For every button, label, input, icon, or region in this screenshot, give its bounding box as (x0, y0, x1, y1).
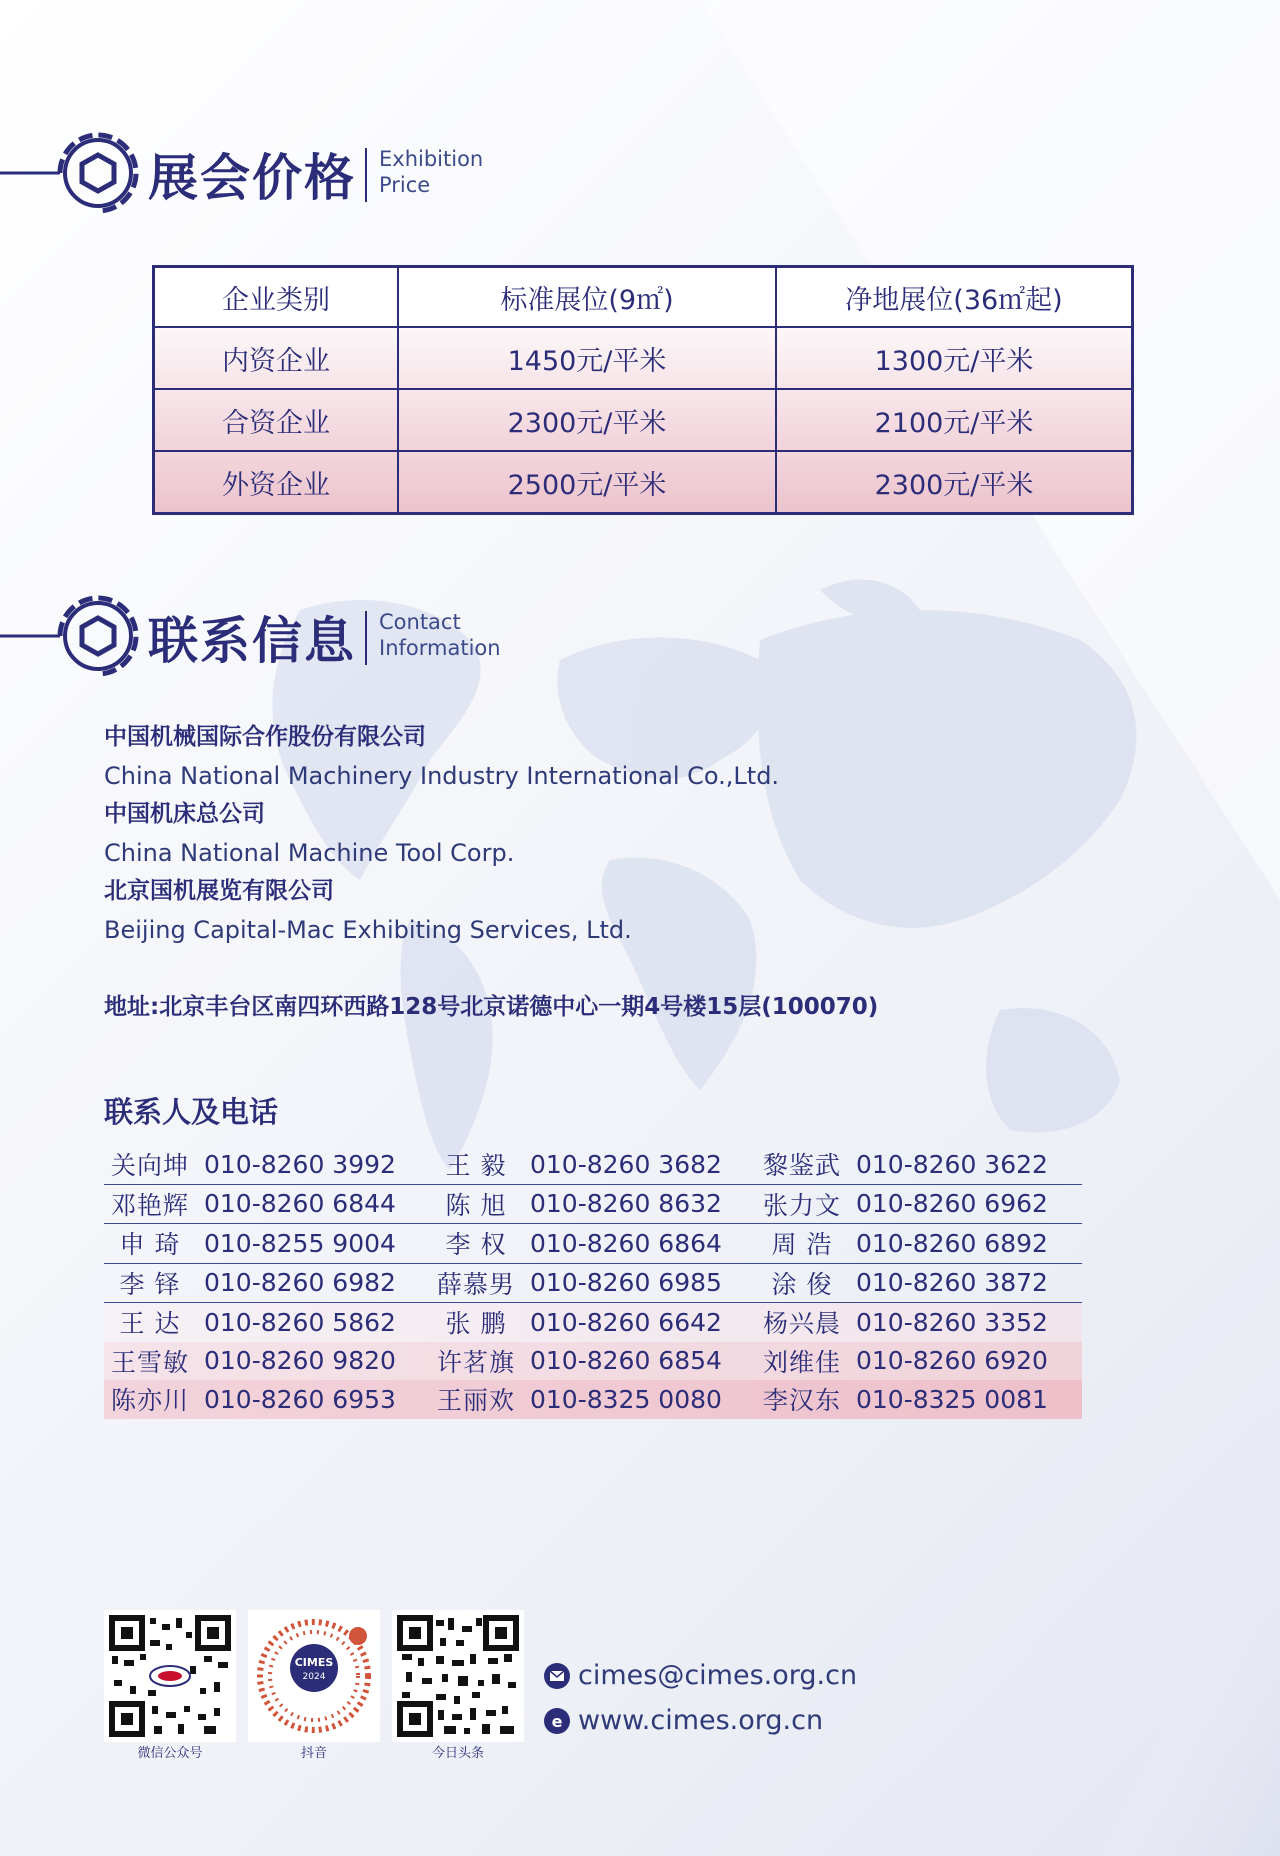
company-name-en: China National Machine Tool Corp. (104, 838, 515, 867)
contact-title-en: Contact Information (379, 610, 501, 660)
contact-entry: 陈亦川 010-8260 6953 (110, 1384, 396, 1416)
table-header-row (154, 267, 1133, 328)
raw-price-cell: 1300元/平米 (776, 327, 1133, 389)
standard-price-cell: 2500元/平米 (398, 451, 776, 514)
category-cell: 外资企业 (154, 451, 399, 514)
table-row (154, 389, 1133, 451)
contact-entry: 王 毅 010-8260 3682 (445, 1149, 722, 1181)
contact-row (104, 1342, 1082, 1381)
contact-row (104, 1380, 1082, 1419)
company-name-en: China National Machinery Industry International Co.,Ltd. (104, 761, 780, 790)
contact-title-cn: 联系信息 (148, 612, 356, 670)
contact-entry: 张力文 010-8260 6962 (762, 1189, 1048, 1220)
company-name-cn: 北京国机展览有限公司 (104, 878, 334, 904)
contact-entry: 刘维佳 010-8260 6920 (762, 1346, 1048, 1377)
raw-price-cell: 2100元/平米 (776, 389, 1133, 451)
contact-entry: 李 权 010-8260 6864 (445, 1228, 722, 1260)
title-divider (365, 148, 367, 202)
contact-row (104, 1264, 1082, 1304)
contact-entry: 张 鹏 010-8260 6642 (445, 1307, 722, 1339)
website-text[interactable]: www.cimes.org.cn (578, 1705, 824, 1736)
contact-entry: 王丽欢 010-8325 0080 (436, 1384, 722, 1416)
contacts-title: 联系人及电话 (104, 1095, 279, 1129)
email-line[interactable] (544, 1660, 857, 1691)
douyin-logo-year: 2024 (302, 1672, 326, 1682)
browser-icon (544, 1708, 570, 1734)
contact-entry: 李 铎 010-8260 6982 (119, 1268, 396, 1299)
contacts-table (104, 1145, 1082, 1419)
header-category: 企业类别 (154, 267, 399, 328)
category-cell: 内资企业 (154, 327, 399, 389)
qr-label-toutiao: 今日头条 (431, 1746, 484, 1761)
contact-row (104, 1303, 1082, 1342)
contact-entry: 许茗旗 010-8260 6854 (436, 1346, 722, 1377)
table-row (154, 327, 1133, 389)
company-name-cn: 中国机床总公司 (104, 801, 265, 827)
header-raw-space: 净地展位(36㎡起) (776, 267, 1133, 328)
contact-entry: 薛慕男 010-8260 6985 (436, 1268, 722, 1299)
gear-icon (0, 128, 140, 218)
contact-row (104, 1185, 1082, 1225)
standard-price-cell: 1450元/平米 (398, 327, 776, 389)
website-line[interactable] (544, 1705, 823, 1736)
qr-label-douyin: 抖音 (300, 1746, 327, 1761)
mail-icon (544, 1663, 570, 1689)
contact-section-header (0, 591, 600, 681)
contact-entry: 王雪敏 010-8260 9820 (110, 1346, 396, 1377)
douyin-code-icon (248, 1610, 380, 1742)
price-table (152, 265, 1134, 515)
contact-row (104, 1145, 1082, 1185)
contact-entry: 关向坤 010-8260 3992 (110, 1149, 396, 1181)
svg-text:e: e (551, 1711, 563, 1731)
company-name-cn: 中国机械国际合作股份有限公司 (104, 724, 426, 750)
contact-entry: 陈 旭 010-8260 8632 (445, 1189, 722, 1220)
contact-entry: 邓艳辉 010-8260 6844 (110, 1189, 396, 1220)
price-title-cn: 展会价格 (148, 149, 356, 207)
email-text[interactable]: cimes@cimes.org.cn (578, 1660, 858, 1691)
toutiao-qr-code[interactable] (392, 1610, 524, 1742)
category-cell: 合资企业 (154, 389, 399, 451)
contact-row (104, 1224, 1082, 1264)
company-info (104, 718, 1004, 949)
title-divider (365, 611, 367, 665)
company-name-en: Beijing Capital-Mac Exhibiting Services, Ltd. (104, 915, 632, 944)
contact-entry: 涂 俊 010-8260 3872 (771, 1268, 1048, 1299)
qr-code-icon (392, 1610, 524, 1742)
douyin-logo-text: CIMES (294, 1656, 334, 1669)
wechat-qr-code[interactable] (104, 1610, 236, 1742)
address: 地址:北京丰台区南四环西路128号北京诺德中心一期4号楼15层(100070) (104, 994, 879, 1020)
table-row (154, 451, 1133, 514)
standard-price-cell: 2300元/平米 (398, 389, 776, 451)
header-standard-booth: 标准展位(9㎡) (398, 267, 776, 328)
contact-entry: 周 浩 010-8260 6892 (771, 1228, 1048, 1260)
qr-code-icon (104, 1610, 236, 1742)
qr-label-wechat: 微信公众号 (137, 1746, 203, 1761)
contact-entry: 王 达 010-8260 5862 (119, 1307, 396, 1339)
contact-entry: 杨兴晨 010-8260 3352 (762, 1307, 1048, 1339)
raw-price-cell: 2300元/平米 (776, 451, 1133, 514)
douyin-qr-code[interactable] (248, 1610, 380, 1742)
price-title-en: Exhibition Price (379, 147, 484, 197)
contact-entry: 黎鉴武 010-8260 3622 (762, 1149, 1048, 1181)
contact-entry: 申 琦 010-8255 9004 (119, 1228, 396, 1260)
gear-icon (0, 591, 140, 681)
contact-entry: 李汉东 010-8325 0081 (762, 1384, 1048, 1416)
price-section-header (0, 128, 600, 218)
